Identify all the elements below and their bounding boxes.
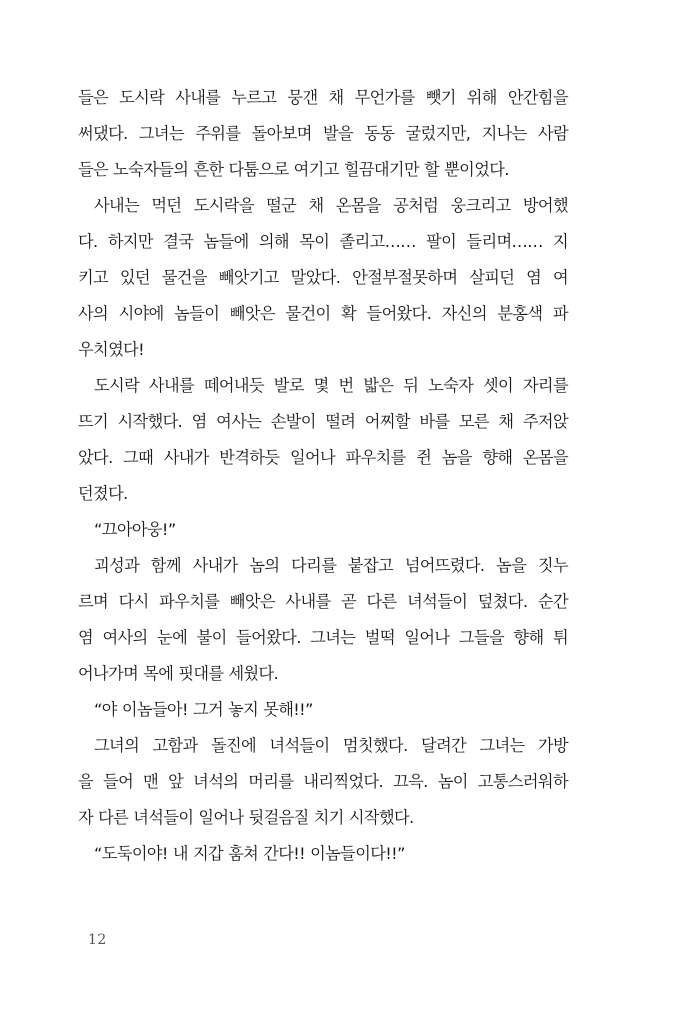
text-line: 다. 하지만 결국 놈들에 의해 목이 졸리고…… 팔이 들리며…… 지 xyxy=(78,232,568,251)
page-number: 12 xyxy=(88,932,107,948)
paragraph-start-line: 사내는 먹던 도시락을 떨군 채 온몸을 공처럼 웅크리고 방어했 xyxy=(94,196,568,215)
paragraph-start-line: 도시락 사내를 떼어내듯 발로 몇 번 밟은 뒤 노숙자 셋이 자리를 xyxy=(94,376,568,395)
text-line: 우치였다! xyxy=(78,340,145,359)
text-line: 뜨기 시작했다. 염 여사는 손발이 떨려 어찌할 바를 모른 채 주저앉 xyxy=(78,412,568,431)
text-line: 던졌다. xyxy=(78,484,128,503)
dialogue-line: “도둑이야! 내 지갑 훔쳐 간다!! 이놈들이다!!” xyxy=(94,844,405,863)
text-line: 써댔다. 그녀는 주위를 돌아보며 발을 동동 굴렀지만, 지나는 사람 xyxy=(78,124,568,143)
text-line: 자 다른 녀석들이 일어나 뒷걸음질 치기 시작했다. xyxy=(78,808,414,827)
text-line: 사의 시야에 놈들이 빼앗은 물건이 확 들어왔다. 자신의 분홍색 파 xyxy=(78,304,568,323)
text-line: 았다. 그때 사내가 반격하듯 일어나 파우치를 쥔 놈을 향해 온몸을 xyxy=(78,448,568,467)
dialogue-line: “야 이놈들아! 그거 놓지 못해!!” xyxy=(94,700,313,719)
text-line: 키고 있던 물건을 빼앗기고 말았다. 안절부절못하며 살피던 염 여 xyxy=(78,268,568,287)
book-page-body xyxy=(78,80,568,872)
paragraph-start-line: 괴성과 함께 사내가 놈의 다리를 붙잡고 넘어뜨렸다. 놈을 짓누 xyxy=(94,556,568,575)
text-line: 들은 노숙자들의 흔한 다툼으로 여기고 힐끔대기만 할 뿐이었다. xyxy=(78,160,509,179)
text-line: 을 들어 맨 앞 녀석의 머리를 내리찍었다. 끄윽. 놈이 고통스러워하 xyxy=(78,772,568,791)
paragraph-start-line: 그녀의 고함과 돌진에 녀석들이 멈칫했다. 달려간 그녀는 가방 xyxy=(94,736,568,755)
text-line: 르며 다시 파우치를 빼앗은 사내를 곧 다른 녀석들이 덮쳤다. 순간 xyxy=(78,592,568,611)
text-line: 염 여사의 눈에 불이 들어왔다. 그녀는 벌떡 일어나 그들을 향해 튀 xyxy=(78,628,568,647)
text-line: 어나가며 목에 핏대를 세웠다. xyxy=(78,664,279,683)
text-line: 들은 도시락 사내를 누르고 뭉갠 채 무언가를 뺏기 위해 안간힘을 xyxy=(78,88,568,107)
dialogue-line: “끄아아웅!” xyxy=(94,520,176,539)
